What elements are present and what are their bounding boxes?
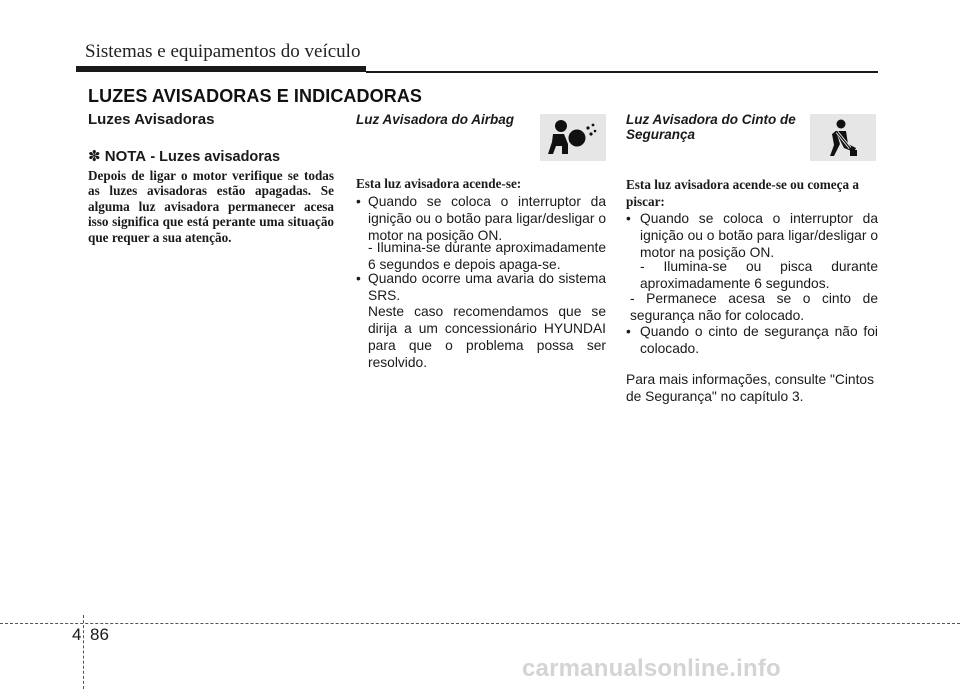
seatbelt-bullet-2 bbox=[626, 323, 878, 357]
bullet-mark: • bbox=[356, 194, 361, 209]
bullet-mark: • bbox=[626, 324, 631, 339]
section-title: LUZES AVISADORAS E INDICADORAS bbox=[88, 86, 423, 106]
page-number: 86 bbox=[90, 625, 109, 644]
chapter-number: 4 bbox=[72, 625, 82, 644]
airbag-bullet-1-text: Quando se coloca o interruptor da ignição ou o botão para ligar/desligar o motor na posição ON. bbox=[368, 194, 606, 243]
seatbelt-warning-icon-graphic bbox=[810, 114, 876, 161]
airbag-bullet-2-text: Quando ocorre uma avaria do sistema SRS. bbox=[368, 271, 606, 303]
header-rule-thick bbox=[76, 66, 366, 72]
bullet-mark: • bbox=[626, 211, 631, 226]
seatbelt-footer-text: Para mais informações, consulte "Cintos de Segurança" no capítulo 3. bbox=[626, 372, 874, 404]
bullet-mark: • bbox=[356, 271, 361, 286]
seatbelt-bullet-2-text: Quando o cinto de segurança não foi colocado. bbox=[640, 324, 878, 356]
seatbelt-sub-2: - Permanece acesa se o cinto de segurança não for colocado. bbox=[630, 291, 878, 323]
seatbelt-light-heading: Luz Avisadora do Cinto de Segurança bbox=[626, 112, 796, 142]
warning-lights-heading: Luzes Avisadoras bbox=[88, 111, 215, 128]
note-heading bbox=[88, 147, 280, 165]
airbag-bullet-1 bbox=[356, 193, 606, 244]
seatbelt-bullet-1-text: Quando se coloca o interruptor da ignição ou o botão para ligar/desligar o motor na posição ON. bbox=[640, 211, 878, 260]
seatbelt-bullet-1 bbox=[626, 210, 878, 261]
seatbelt-warning-icon bbox=[810, 114, 876, 161]
note-text: Depois de ligar o motor verifique se todas as luzes avisadoras estão apagadas. Se alguma luz avisadora permanecer acesa isso significa que está perante uma situação que requer a sua atenção. bbox=[88, 168, 334, 245]
airbag-light-heading: Luz Avisadora do Airbag bbox=[356, 112, 515, 127]
airbag-sub-1: - Ilumina-se durante aproximadamente 6 segundos e depois apaga-se. bbox=[368, 240, 606, 272]
chapter-title: Sistemas e equipamentos do veículo bbox=[85, 41, 361, 62]
seatbelt-sub-1: - Ilumina-se ou pisca durante aproximadamente 6 segundos. bbox=[640, 259, 878, 291]
header-rule-thin bbox=[366, 71, 878, 73]
seatbelt-intro: Esta luz avisadora acende-se ou começa a piscar: bbox=[626, 177, 859, 209]
airbag-bullet-2-paragraph: Neste caso recomendamos que se dirija a um concessionário HYUNDAI para que o problema possa ser resolvido. bbox=[368, 304, 606, 370]
airbag-warning-icon-graphic bbox=[540, 114, 606, 161]
footer-rule bbox=[0, 623, 960, 624]
airbag-intro: Esta luz avisadora acende-se: bbox=[356, 176, 522, 191]
note-subtitle: - Luzes avisadoras bbox=[150, 149, 281, 165]
airbag-warning-icon bbox=[540, 114, 606, 161]
footer-divider bbox=[83, 615, 84, 689]
note-symbol-icon: ✽ bbox=[88, 148, 101, 165]
airbag-bullet-2 bbox=[356, 270, 606, 304]
watermark: carmanualsonline.info bbox=[522, 655, 781, 682]
note-label: NOTA bbox=[104, 148, 147, 165]
